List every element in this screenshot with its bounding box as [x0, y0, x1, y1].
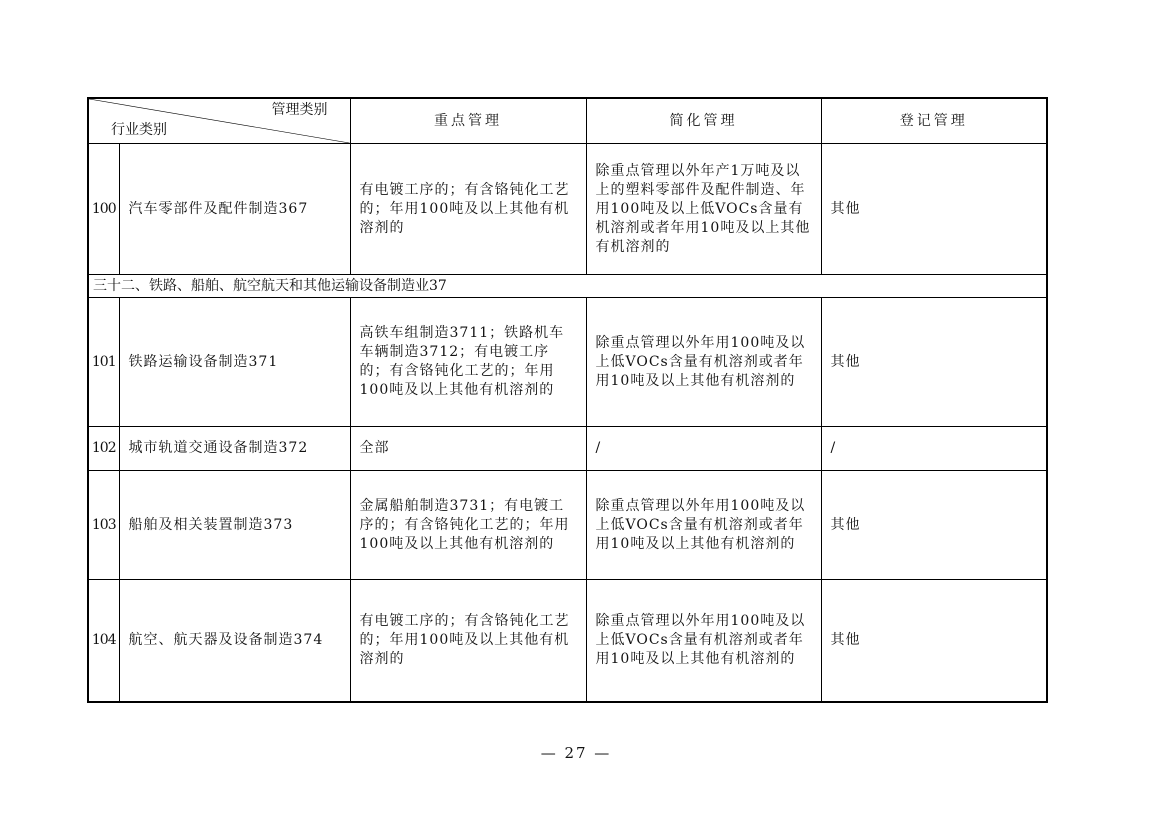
simplified-management-cell: 除重点管理以外年用100吨及以上低VOCs含量有机溶剂或者年用10吨及以上其他有机溶剂的 [586, 580, 821, 702]
header-key-management: 重点管理 [350, 98, 586, 144]
simplified-management-cell: 除重点管理以外年用100吨及以上低VOCs含量有机溶剂或者年用10吨及以上其他有机溶剂的 [586, 298, 821, 427]
table-row [88, 471, 1047, 580]
industry-cell: 城市轨道交通设备制造372 [119, 427, 350, 471]
table-row [88, 580, 1047, 702]
header-simplified-management: 简化管理 [586, 98, 821, 144]
key-management-cell: 金属船舶制造3731；有电镀工序的；有含铬钝化工艺的；年用100吨及以上其他有机溶剂的 [350, 471, 586, 580]
simplified-management-cell: 除重点管理以外年用100吨及以上低VOCs含量有机溶剂或者年用10吨及以上其他有机溶剂的 [586, 471, 821, 580]
header-registration-management: 登记管理 [821, 98, 1047, 144]
key-management-cell: 全部 [350, 427, 586, 471]
industry-category-label: 行业类别 [111, 122, 167, 138]
section-heading: 三十二、铁路、船舶、航空航天和其他运输设备制造业37 [88, 275, 1047, 298]
simplified-management-cell: / [586, 427, 821, 471]
row-number: 100 [88, 144, 119, 275]
table-row [88, 427, 1047, 471]
row-number: 104 [88, 580, 119, 702]
key-management-cell: 高铁车组制造3711；铁路机车车辆制造3712；有电镀工序的；有含铬钝化工艺的；年用100吨及以上其他有机溶剂的 [350, 298, 586, 427]
registration-management-cell: 其他 [821, 144, 1047, 275]
row-number: 103 [88, 471, 119, 580]
management-table [87, 97, 1048, 703]
registration-management-cell: 其他 [821, 471, 1047, 580]
industry-cell: 航空、航天器及设备制造374 [119, 580, 350, 702]
table-row [88, 298, 1047, 427]
registration-management-cell: 其他 [821, 580, 1047, 702]
registration-management-cell: 其他 [821, 298, 1047, 427]
key-management-cell: 有电镀工序的；有含铬钝化工艺的；年用100吨及以上其他有机溶剂的 [350, 580, 586, 702]
page-number: — 27 — [540, 744, 612, 762]
diagonal-header-cell [88, 98, 350, 144]
industry-cell: 汽车零部件及配件制造367 [119, 144, 350, 275]
row-number: 102 [88, 427, 119, 471]
industry-cell: 船舶及相关装置制造373 [119, 471, 350, 580]
key-management-cell: 有电镀工序的；有含铬钝化工艺的；年用100吨及以上其他有机溶剂的 [350, 144, 586, 275]
table-row [88, 144, 1047, 275]
table-header-row [88, 98, 1047, 144]
simplified-management-cell: 除重点管理以外年产1万吨及以上的塑料零部件及配件制造、年用100吨及以上低VOCs含量有机溶剂或者年用10吨及以上其他有机溶剂的 [586, 144, 821, 275]
management-category-label: 管理类别 [271, 102, 328, 118]
section-row [88, 275, 1047, 298]
registration-management-cell: / [821, 427, 1047, 471]
industry-cell: 铁路运输设备制造371 [119, 298, 350, 427]
row-number: 101 [88, 298, 119, 427]
